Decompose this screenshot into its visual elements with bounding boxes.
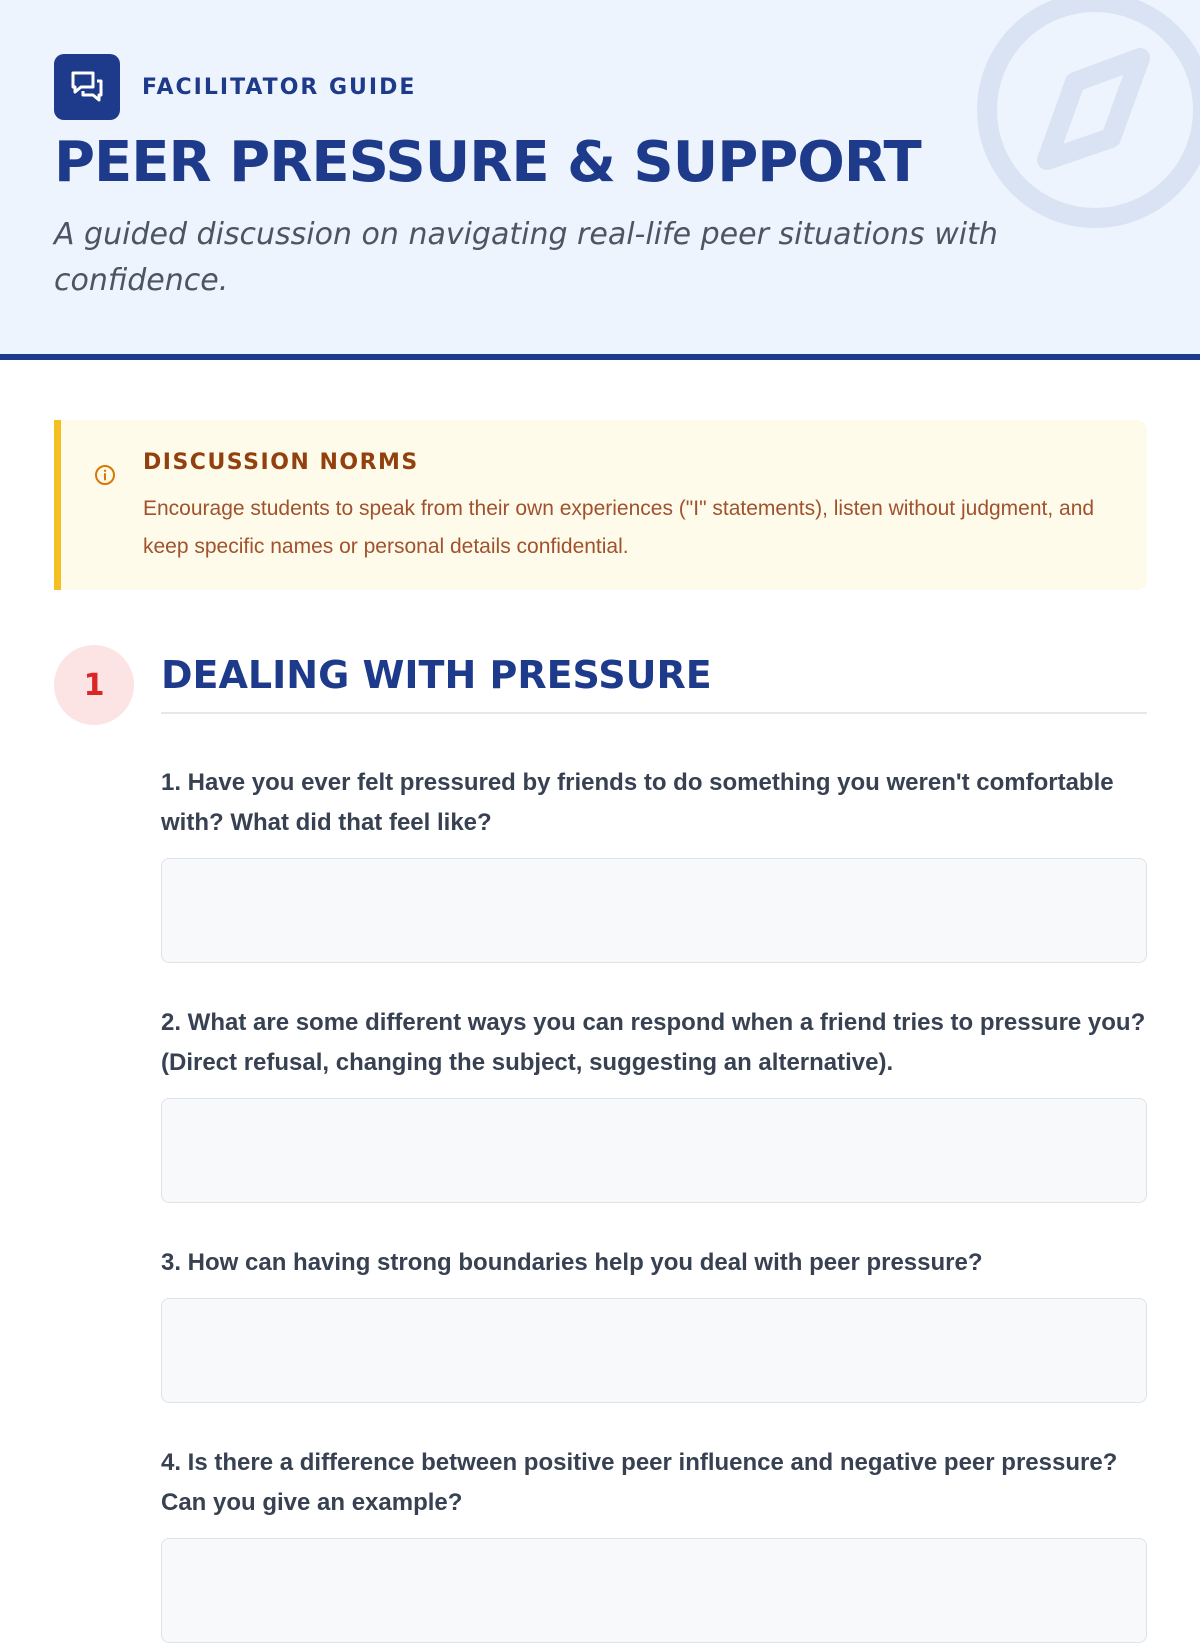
discussion-norms-callout bbox=[54, 420, 1147, 590]
page-title: PEER PRESSURE & SUPPORT bbox=[54, 130, 921, 195]
question-1: 1. Have you ever felt pressured by friends to do something you weren't comfortable with? What did that feel like? bbox=[161, 769, 1114, 836]
answer-box-4[interactable] bbox=[161, 1538, 1147, 1643]
compass-icon bbox=[975, 0, 1200, 230]
chat-bubbles-icon bbox=[54, 54, 120, 120]
question-3: 3. How can having strong boundaries help you deal with peer pressure? bbox=[161, 1249, 983, 1276]
page-subtitle: A guided discussion on navigating real-life peer situations with confidence. bbox=[54, 217, 998, 298]
norms-title: DISCUSSION NORMS bbox=[143, 450, 419, 475]
answer-box-2[interactable] bbox=[161, 1098, 1147, 1203]
info-icon bbox=[94, 464, 116, 486]
header-banner bbox=[0, 0, 1200, 360]
norms-text: Encourage students to speak from their own experiences ("I" statements), listen without judgment, and keep specific names or personal details confidential. bbox=[143, 497, 1095, 558]
section-number-badge: 1 bbox=[54, 645, 134, 725]
brand-row bbox=[54, 54, 416, 120]
answer-box-3[interactable] bbox=[161, 1298, 1147, 1403]
section-title: DEALING WITH PRESSURE bbox=[161, 653, 712, 697]
question-2: 2. What are some different ways you can respond when a friend tries to pressure you? (Direct refusal, changing the subject, suggesting an alternative). bbox=[161, 1009, 1146, 1076]
guide-label: FACILITATOR GUIDE bbox=[142, 74, 417, 100]
question-4: 4. Is there a difference between positive peer influence and negative peer pressure? Can you give an example? bbox=[161, 1449, 1118, 1516]
section-divider bbox=[161, 712, 1147, 714]
answer-box-1[interactable] bbox=[161, 858, 1147, 963]
